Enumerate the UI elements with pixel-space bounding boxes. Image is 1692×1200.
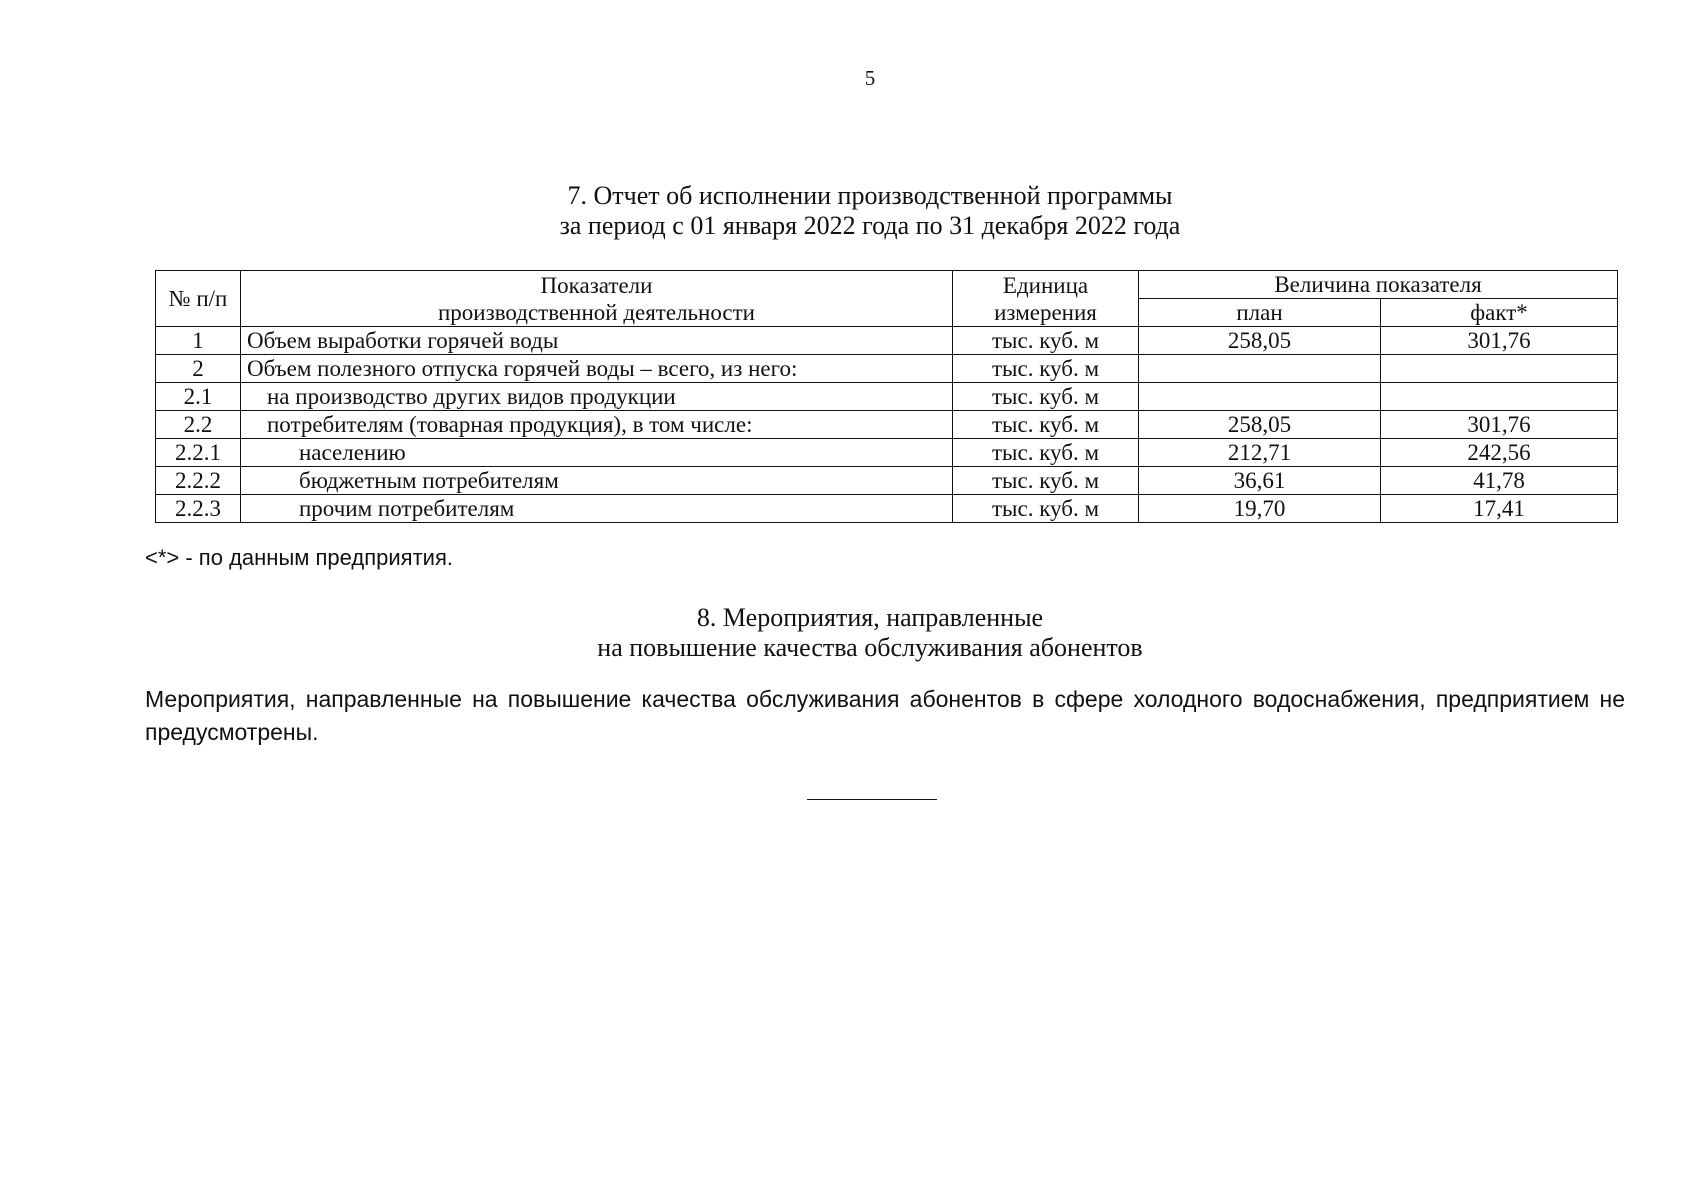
header-plan: план xyxy=(1139,299,1381,327)
header-unit-line-1: Единица xyxy=(1002,272,1089,298)
header-indicator-line-1: Показатели xyxy=(540,272,653,298)
row-plan xyxy=(1139,355,1381,383)
row-name: на производство других видов продукции xyxy=(241,383,953,411)
row-num: 2.2 xyxy=(156,411,241,439)
header-fact: факт* xyxy=(1381,299,1618,327)
row-unit: тыс. куб. м xyxy=(953,439,1139,467)
closing-rule xyxy=(807,799,937,800)
row-unit: тыс. куб. м xyxy=(953,495,1139,523)
row-unit: тыс. куб. м xyxy=(953,467,1139,495)
section-7-title-line-2: за период с 01 января 2022 года по 31 декабря 2022 года xyxy=(559,211,1181,240)
table-row xyxy=(156,467,1618,495)
header-value-group: Величина показателя xyxy=(1139,271,1618,299)
row-fact xyxy=(1381,355,1618,383)
section-8-title xyxy=(0,603,1692,663)
header-unit-line-2: измерения xyxy=(994,299,1097,325)
row-plan: 212,71 xyxy=(1139,439,1381,467)
row-num: 2 xyxy=(156,355,241,383)
row-plan: 258,05 xyxy=(1139,411,1381,439)
header-unit xyxy=(953,271,1139,327)
header-indicator-line-2: производственной деятельности xyxy=(438,299,755,325)
row-unit: тыс. куб. м xyxy=(953,327,1139,355)
row-fact xyxy=(1381,383,1618,411)
row-name: Объем полезного отпуска горячей воды – всего, из него: xyxy=(241,355,953,383)
section-7-title xyxy=(0,181,1692,241)
row-fact: 301,76 xyxy=(1381,327,1618,355)
row-num: 1 xyxy=(156,327,241,355)
row-fact: 301,76 xyxy=(1381,411,1618,439)
row-plan: 19,70 xyxy=(1139,495,1381,523)
row-num: 2.2.2 xyxy=(156,467,241,495)
row-name: населению xyxy=(241,439,953,467)
row-unit: тыс. куб. м xyxy=(953,411,1139,439)
table-row xyxy=(156,495,1618,523)
row-plan xyxy=(1139,383,1381,411)
header-num: № п/п xyxy=(156,271,241,327)
row-fact: 41,78 xyxy=(1381,467,1618,495)
row-fact: 242,56 xyxy=(1381,439,1618,467)
row-name: Объем выработки горячей воды xyxy=(241,327,953,355)
section-8-paragraph: Мероприятия, направленные на повышение качества обслуживания абонентов в сфере холодного водоснабжения, предприятием не предусмотрены. xyxy=(145,686,1625,745)
section-8-title-line-1: 8. Мероприятия, направленные xyxy=(696,603,1044,632)
row-plan: 36,61 xyxy=(1139,467,1381,495)
page-number: 5 xyxy=(864,66,876,90)
row-plan: 258,05 xyxy=(1139,327,1381,355)
row-name: бюджетным потребителям xyxy=(241,467,953,495)
section-7-title-line-1: 7. Отчет об исполнении производственной программы xyxy=(567,181,1173,210)
table-row xyxy=(156,411,1618,439)
row-num: 2.1 xyxy=(156,383,241,411)
row-name: потребителям (товарная продукция), в том числе: xyxy=(241,411,953,439)
row-num: 2.2.1 xyxy=(156,439,241,467)
row-fact: 17,41 xyxy=(1381,495,1618,523)
table-row xyxy=(156,355,1618,383)
table-footnote: <*> - по данным предприятия. xyxy=(145,545,453,570)
row-unit: тыс. куб. м xyxy=(953,383,1139,411)
table-row xyxy=(156,327,1618,355)
row-unit: тыс. куб. м xyxy=(953,355,1139,383)
table-row xyxy=(156,383,1618,411)
section-8-title-line-2: на повышение качества обслуживания абонентов xyxy=(597,633,1143,662)
header-indicator xyxy=(241,271,953,327)
row-name: прочим потребителям xyxy=(241,495,953,523)
table-row xyxy=(156,439,1618,467)
row-num: 2.2.3 xyxy=(156,495,241,523)
production-program-report-table xyxy=(155,270,1618,523)
